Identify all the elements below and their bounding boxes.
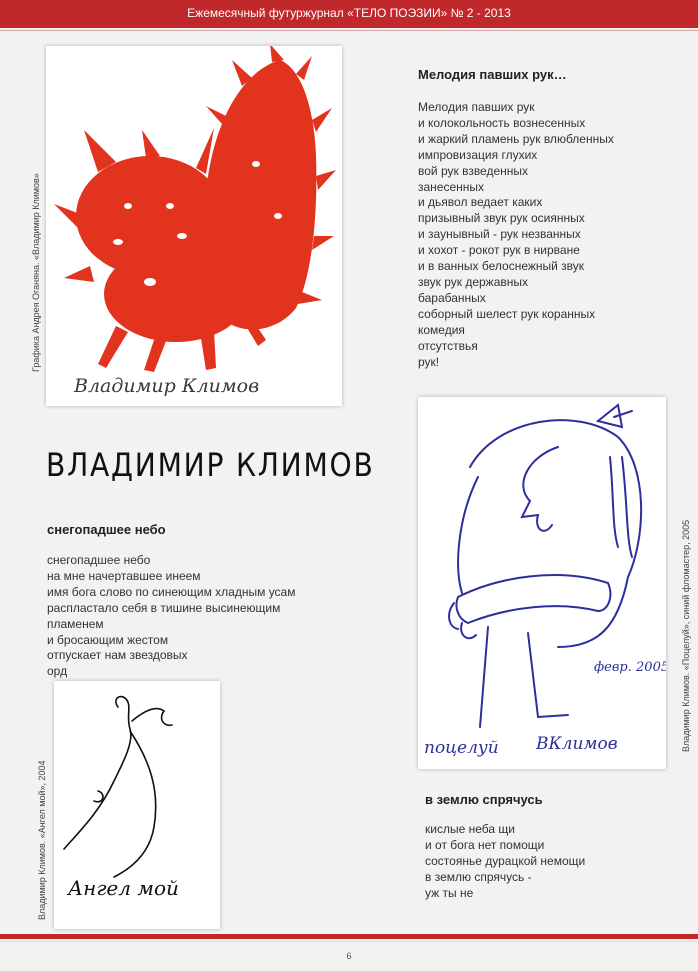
poem-line: вой рук взведенных [418,163,529,178]
poem-line: орд [47,664,68,679]
angel-illustration [54,681,220,929]
poem-line: призывный звук рук осиянных [418,211,585,226]
poem-line: и от бога нет помощи [425,837,545,852]
poem-line: импровизация глухих [418,147,538,162]
kiss-caption: Владимир Климов. «Поцелуй», синий фломастер, 2005 [681,519,691,752]
poem-line: отсутствья [418,338,478,353]
author-name: ВЛАДИМИР КЛИМОВ [46,446,375,484]
squirrel-caption: Графика Андрея Оганяна. «Владимир Климов» [31,173,41,372]
poem-earth-text [425,822,585,902]
poem-line: барабанных [418,290,486,305]
poem-line: отпускает нам звездовых [47,648,188,663]
poem-line: комедия [418,322,465,337]
poem-line: состоянье дурацкой немощи [425,853,586,868]
poem-line: имя бога слово по синеющим хладным усам [47,584,296,599]
poem-line: снегопадшее небо [47,553,151,567]
poem-line: и колокольность вознесенных [418,115,586,130]
footer-divider [0,941,698,942]
angel-drawing [54,681,220,929]
poem-melody-text [418,100,614,370]
kiss-signature: ВКлимов [536,734,618,754]
poem-line: в землю спрячусь - [425,869,532,884]
squirrel-drawing [46,46,342,406]
poem-line: на мне начертавшее инеем [47,568,201,583]
poem-title-snow: снегопадшее небо [47,522,166,537]
angel-inscription: Ангел мой [68,876,179,900]
poem-line: звук рук державных [418,274,528,289]
poem-title-earth: в землю спрячусь [425,792,543,807]
poem-snow-text [47,553,295,680]
poem-line: и дьявол ведает каких [418,195,543,210]
poem-line: занесенных [418,179,485,194]
poem-line: пламенем [47,616,104,631]
page-number: 6 [346,951,352,961]
poem-line: и жаркий пламень рук влюбленных [418,131,614,146]
header-divider [0,30,698,31]
kiss-date: февр. 2005 [594,660,666,675]
footer-bar [0,934,698,939]
poem-line: соборный шелест рук коранных [418,306,596,321]
poem-line: уж ты не [425,885,474,900]
poem-line: рук! [418,354,440,369]
poem-line: кислые неба щи [425,822,515,836]
poem-line: и хохот - рокот рук в нирване [418,243,580,258]
journal-header-text: Ежемесячный футуржурнал «ТЕЛО ПОЭЗИИ» № 2 - 2013 [187,6,511,20]
kiss-illustration [418,397,666,769]
poem-title-melody: Мелодия павших рук… [418,67,567,82]
poem-line: Мелодия павших рук [418,100,535,114]
poem-line: и бросающим жестом [47,632,169,647]
poem-line: и в ванных белоснежный звук [418,259,585,274]
kiss-inscription: поцелуй [424,738,499,758]
journal-header [0,0,698,28]
squirrel-signature: Владимир Климов [74,375,260,397]
squirrel-illustration [46,46,342,406]
poem-line: и заунывный - рук незванных [418,227,581,242]
angel-caption: Владимир Климов. «Ангел мой», 2004 [37,760,47,920]
poem-line: распластало себя в тишине высинеющим [47,600,281,615]
kiss-drawing [418,397,666,769]
